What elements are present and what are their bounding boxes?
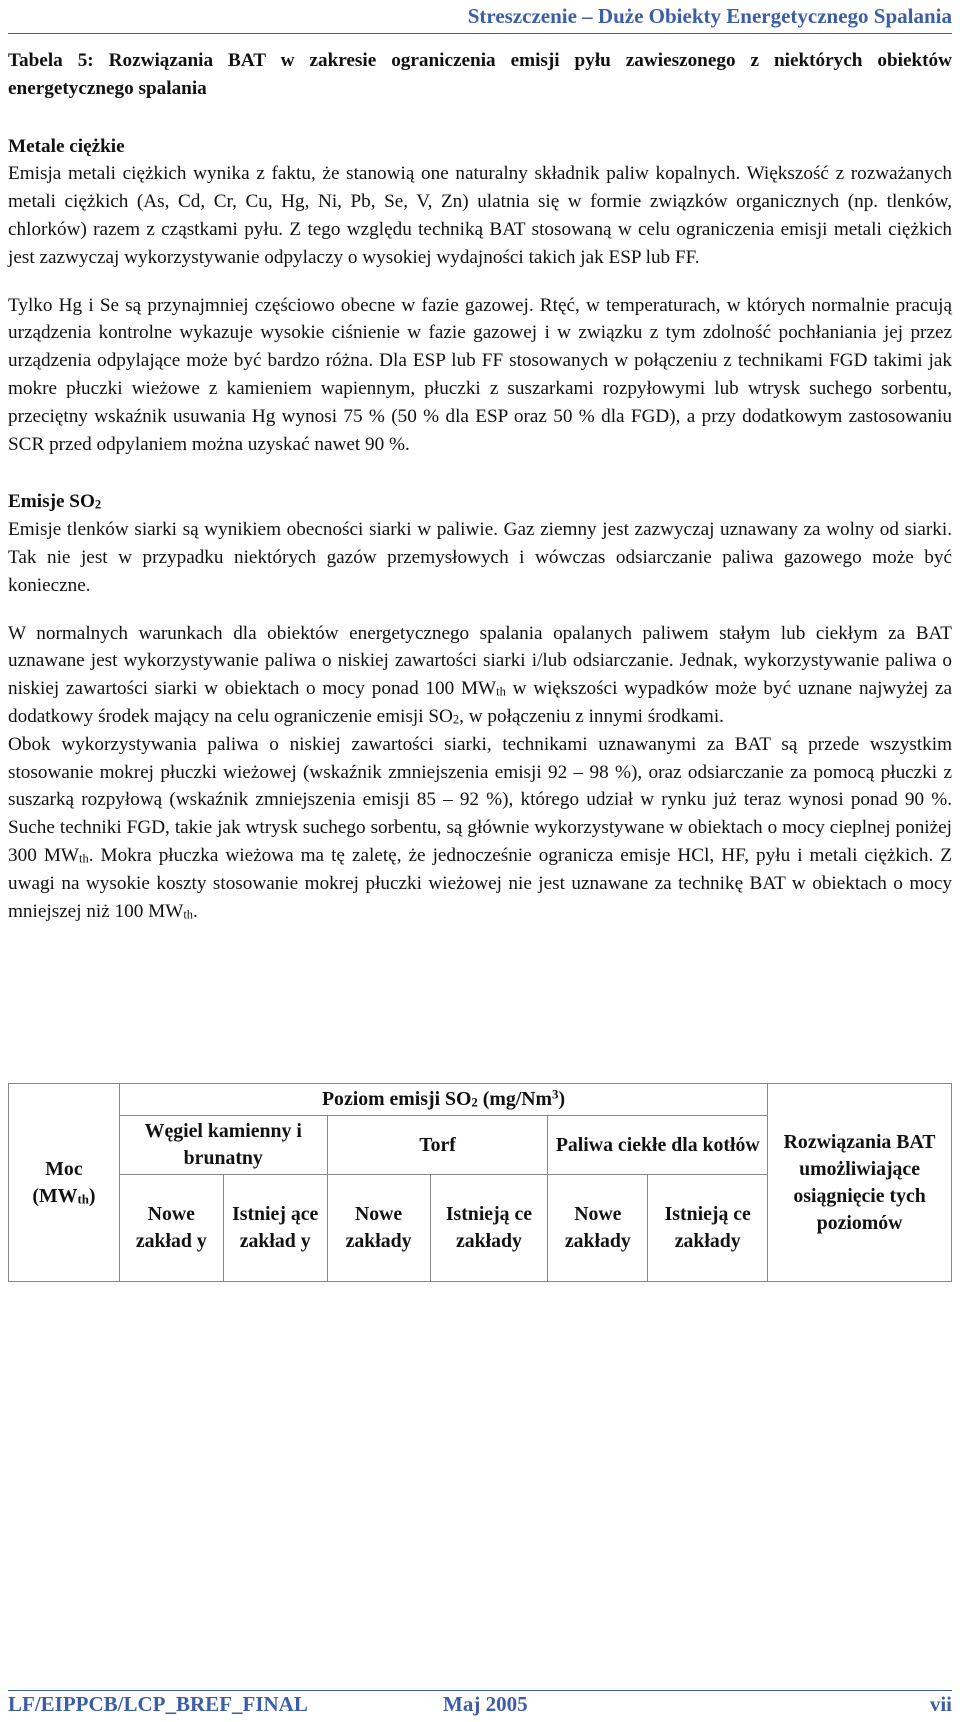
header-cell-peat-existing: Istnieją ce zakłady (430, 1175, 548, 1282)
paragraph-so2-3: Obok wykorzystywania paliwa o niskiej zawartości siarki, technikami uznawanymi za BAT są przede wszystkim stosowanie mokrej płuczki wieżowej (wskaźnik zmniejszenia emisji 92 – 98 %), oraz odsiarczanie za pomocą płuczki z suszarką rozpyłową (wskaźnik zmniejszenia emisji 85 – 92 %), którego udział w rynku już teraz wynosi ponad 90 %. Suche techniki FGD, takie jak wtrysk suchego sorbentu, są głównie wykorzystywane w obiektach o mocy cieplnej poniżej 300 $MW_{th}$. Mokra płuczka wieżowa ma tę zaletę, że jednocześnie ogranicza emisje HCl, HF, pyłu i metali ciężkich. Z uwagi na wysokie koszty stosowanie mokrej płuczki wieżowej nie jest uznawane za technikę BAT w obiektach o mocy mniejszej niż 100 $MW_{th}$. (8, 733, 952, 922)
header-cell-coal: Węgiel kamienny i brunatny (119, 1116, 327, 1175)
footer-divider (8, 1690, 952, 1691)
header-cell-peat: Torf (327, 1116, 548, 1175)
paragraph-so2-2: W normalnych warunkach dla obiektów energetycznego spalania opalanych paliwem stałym lub ciekłym za BAT uznawane jest wykorzystywanie paliwa o niskiej zawartości siarki i/lub odsiarczanie. Jednak, wykorzystywanie paliwa o niskiej zawartości siarki w obiektach o mocy ponad 100 $MW_{th}$ w większości wypadków może być uznane najwyżej za dodatkowy środek mający na celu ograniczenie emisji $SO_2$, w połączeniu z innymi środkami. (8, 622, 952, 727)
section-heading-so2: Emisje $SO_2$ (8, 491, 102, 513)
header-cell-emission-level: Poziom emisji $SO_2$ (mg/Nm$^3$) (119, 1084, 767, 1116)
paragraph-so2-1: Emisje tlenków siarki są wynikiem obecności siarki w paliwie. Gaz ziemny jest zazwyczaj uznawany za wolny od siarki. Tak nie jest w przypadku niektórych gazów przemysłowych i wówczas odsiarczanie paliwa gazowego może być konieczne. (8, 519, 952, 596)
header-cell-liquid-fuels: Paliwa ciekłe dla kotłów (548, 1116, 768, 1175)
section-heading-heavy-metals: Metale ciężkie (8, 135, 125, 157)
header-cell-liquid-new: Nowe zakłady (548, 1175, 648, 1282)
paragraph-metals-1: Emisja metali ciężkich wynika z faktu, że stanowią one naturalny składnik paliw kopalnych. Większość z rozważanych metali ciężkich (As, Cd, Cr, Cu, Hg, Ni, Pb, Se, V, Zn) ulatnia się w formie związków organicznych (np. tlenków, chlorków) razem z cząstkami pyłu. Z tego względu techniką BAT stosowaną w celu ograniczenia emisji metali ciężkich jest zazwyczaj wykorzystywanie odpylaczy o wysokiej wydajności takich jak ESP lub FF. (8, 163, 952, 268)
table-caption: Tabela 5: Rozwiązania BAT w zakresie ograniczenia emisji pyłu zawieszonego z niektórych obiektów energetycznego spalania (8, 50, 952, 99)
header-cell-power: Moc $(MW_{th})$ (9, 1084, 120, 1282)
paragraph-metals-2: Tylko Hg i Se są przynajmniej częściowo obecne w fazie gazowej. Rtęć, w temperaturach, w których normalnie pracują urządzenia kontrolne wykazuje wysokie ciśnienie w fazie gazowej i w związku z tym zdolność pochłaniania jej przez urządzenia odpylające może być bardzo różna. Dla ESP lub FF stosowanych w połączeniu z technikami FGD takimi jak mokre płuczki wieżowe z kamieniem wapiennym, płuczki z suszarkami rozpyłowymi lub wtrysk suchego sorbentu, przeciętny wskaźnik usuwania Hg wynosi 75 % (50 % dla ESP oraz 50 % dla FGD), a przy dodatkowym zastosowaniu SCR przed odpylaniem można uzyskać nawet 90 %. (8, 294, 952, 455)
header-cell-bat: Rozwiązania BAT umożliwiające osiągnięcie tych poziomów (768, 1084, 952, 1282)
footer-document-id: LF/EIPPCB/LCP_BREF_FINAL (8, 1692, 308, 1716)
footer-page-number: vii (929, 1692, 952, 1716)
header-cell-coal-new: Nowe zakład y (119, 1175, 223, 1282)
header-cell-liquid-existing: Istnieją ce zakłady (648, 1175, 768, 1282)
document-body (8, 47, 952, 925)
running-header: Streszczenie – Duże Obiekty Energetycznego Spalania (467, 4, 952, 28)
footer-date: Maj 2005 (443, 1692, 528, 1716)
header-cell-coal-existing: Istniej ące zakład y (223, 1175, 327, 1282)
header-cell-peat-new: Nowe zakłady (327, 1175, 430, 1282)
so2-emission-table (8, 1083, 952, 1282)
header-divider (8, 33, 952, 34)
running-footer (8, 1692, 952, 1718)
